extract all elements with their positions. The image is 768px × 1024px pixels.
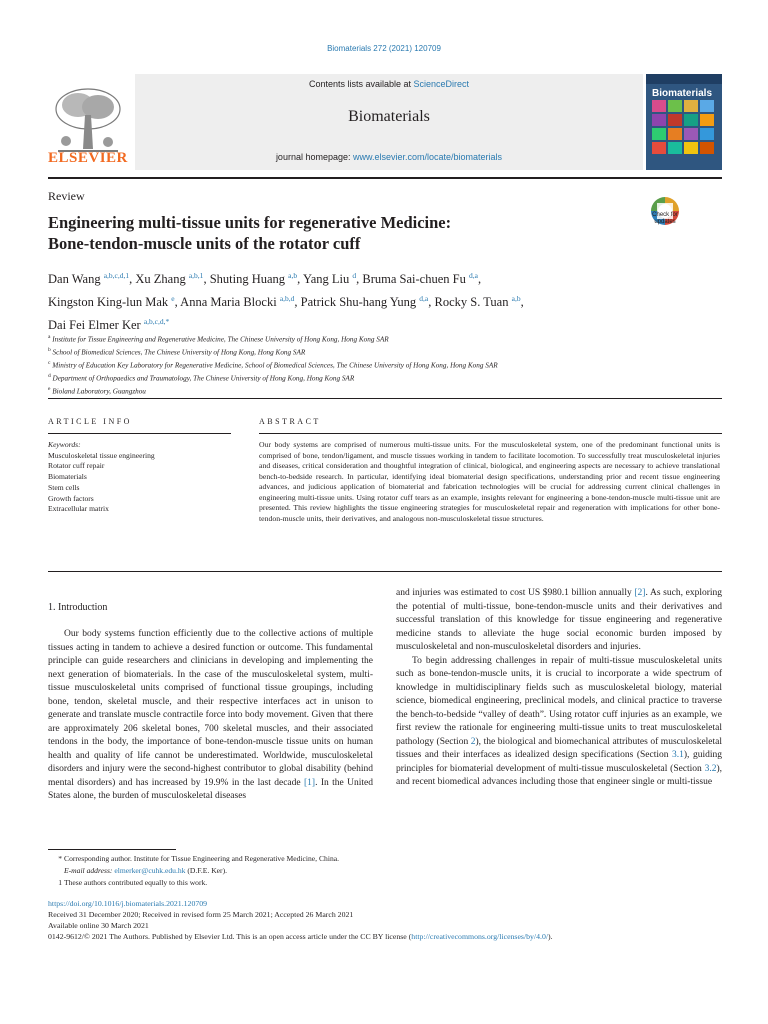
affiliation-item: [48, 345, 708, 358]
body-column-left: [48, 628, 373, 804]
author-affiliation-marks[interactable]: a,b,c,d,1: [103, 271, 130, 280]
title-line-1: Engineering multi-tissue units for regenerative Medicine:: [48, 213, 452, 232]
reference-link-2[interactable]: [2]: [634, 588, 646, 598]
article-info-heading: ARTICLE INFO: [48, 417, 132, 426]
license-prefix: 0142-9612/© 2021 The Authors. Published by Elsevier Ltd. This is an open access article under the CC BY license (: [48, 932, 412, 941]
reference-link-1[interactable]: [1]: [303, 777, 316, 788]
author-name[interactable]: Rocky S. Tuan: [434, 295, 509, 310]
doi-link[interactable]: https://doi.org/10.1016/j.biomaterials.2021.120709: [48, 899, 208, 908]
section-link-2[interactable]: 2: [470, 736, 476, 747]
author-name[interactable]: Anna Maria Blocki: [180, 295, 277, 310]
keyword-item: Biomaterials: [48, 472, 87, 482]
author-separator: ,: [520, 295, 524, 310]
keyword-item: Musculoskeletal tissue engineering: [48, 450, 155, 460]
journal-name: Biomaterials: [348, 108, 430, 125]
section-link-3-2[interactable]: 3.2: [704, 763, 717, 774]
affiliation-text: Ministry of Education Key Laboratory for Regenerative Medicine, School of Biomedical Sciences, The Chinese University of Hong Kong, Hong Kong SAR: [50, 361, 498, 370]
abstract-heading: ABSTRACT: [259, 417, 321, 426]
intro-p1-text: Our body systems function efficiently due to the collective actions of multiple tissues acting in tandem to achieve a desired function or outcome. This fundamental principle can guide researchers and clinicians in developing and implementing the next generation of biomaterials. In the case of the musculoskeletal system, multi-tissue musculoskeletal units comprised of functional tissue groupings, including bone, tendon, skeletal muscle, and their respective interfaces act in unison to generate and translate muscle contractile force into body movement. Given that there are approximately 206 skeletal bones, 700 skeletal muscles, and their associated tendons in the body, the importance of bone-tendon-muscle tissue units on human health and quality of life cannot be underestimated. Worldwide, musculoskeletal disorders and injury were the second-highest contributor to global disability (behind mental disorders) and has increased by 19.9% in the last decade: [48, 629, 373, 788]
affiliation-mark: a: [48, 334, 51, 340]
author-affiliation-marks[interactable]: d: [352, 271, 357, 280]
elsevier-wordmark: ELSEVIER: [48, 150, 128, 166]
intro-paragraph-1: [48, 628, 373, 804]
author[interactable]: [180, 295, 300, 309]
affiliation-item: [48, 332, 708, 345]
abstract-rule: [259, 433, 722, 434]
author-name[interactable]: Kingston King-lun Mak: [48, 295, 169, 310]
homepage-prefix: journal homepage:: [275, 152, 353, 162]
author-separator: ,: [294, 295, 301, 310]
footnotes: [48, 853, 722, 889]
introduction-heading: 1. Introduction: [48, 602, 108, 613]
author-affiliation-marks[interactable]: a,b: [288, 271, 298, 280]
email-label: E-mail address:: [64, 866, 115, 875]
license-link[interactable]: http://creativecommons.org/licenses/by/4.0/: [411, 932, 549, 941]
sciencedirect-link[interactable]: ScienceDirect: [413, 79, 470, 89]
section-link-3-1[interactable]: 3.1: [672, 750, 684, 760]
contents-line: [135, 79, 643, 89]
keyword-item: Stem cells: [48, 482, 80, 492]
author[interactable]: [435, 295, 524, 309]
affiliation-mark: d: [48, 372, 51, 379]
author[interactable]: [48, 318, 169, 332]
homepage-link[interactable]: www.elsevier.com/locate/biomaterials: [353, 152, 503, 162]
author-separator: ,: [477, 272, 482, 287]
author-affiliation-marks[interactable]: d,a: [419, 294, 429, 304]
body-column-right: [396, 587, 722, 790]
corresponding-author-note: [48, 853, 722, 865]
author-separator: ,: [356, 272, 363, 287]
equal-mark: 1: [58, 878, 62, 887]
keywords-block: [48, 440, 231, 515]
title-line-2: Bone-tendon-muscle units of the rotator cuff: [48, 234, 361, 253]
affiliation-mark: b: [48, 346, 51, 353]
author[interactable]: [48, 272, 135, 286]
check-for-updates-label[interactable]: Check for updates: [652, 212, 678, 225]
intro-p2-text-d: ), and recent biomedical advances including those that engineer single or multi-tissue: [396, 763, 722, 787]
available-online: Available online 30 March 2021: [48, 921, 149, 930]
intro-paragraph-2: [396, 655, 722, 790]
header-rule: [48, 177, 722, 179]
affiliation-text: Institute for Tissue Engineering and Regenerative Medicine, The Chinese University of Hong Kong, Hong Kong SAR: [50, 335, 389, 344]
author-separator: ,: [428, 295, 435, 310]
author-affiliation-marks[interactable]: d,a: [468, 271, 478, 280]
section-rule: [48, 398, 722, 399]
author-affiliation-marks[interactable]: a,b: [511, 294, 521, 304]
email-link[interactable]: elmerker@cuhk.edu.hk: [114, 866, 186, 875]
abstract-text: Our body systems are comprised of numerous multi-tissue units. For the musculoskeletal system, one of the predominant functional units is comprised of bone, tendon/ligament, and muscle tissues working in tandem to facilitate locomotion. To successfully treat musculoskeletal injuries and diseases, critical consideration and thoughtful integration of clinical, biological, and engineering aspects are necessary to achieve translational bench-to-bedside research. In particular, identifying ideal biomaterial design specifications, understanding prior and recent tissue engineering advances, and judicious application of biomaterial and fabrication technologies will be crucial for addressing current clinical challenges in engineering multi-tissue units. Using rotator cuff tears as an example, insights relevant for engineering a bone-tendon-muscle multi-tissue unit are presented. This review highlights the tissue engineering strategies for musculoskeletal repair and regeneration with implications for other bone-tendon-muscle units, their derivatives, and analogous non-musculoskeletal tissue structures.: [259, 440, 720, 523]
affiliation-mark: e: [48, 385, 51, 392]
received-dates: Received 31 December 2020; Received in revised form 25 March 2021; Accepted 26 March 2021: [48, 910, 354, 919]
intro-paragraph-1-cont: [396, 587, 722, 655]
author-name[interactable]: Patrick Shu-hang Yung: [300, 295, 417, 310]
keyword-item: Extracellular matrix: [48, 504, 109, 514]
license-line: [48, 931, 748, 942]
abstract-bottom-rule: [48, 571, 722, 572]
keywords-label: Keywords:: [48, 440, 81, 449]
corresponding-mark: *: [58, 854, 62, 863]
article-info-rule: [48, 433, 231, 434]
publication-info: [48, 898, 748, 942]
article-type: Review: [48, 189, 85, 203]
author-affiliation-marks[interactable]: a,b,c,d,*: [143, 317, 170, 327]
author-affiliation-marks[interactable]: e: [171, 294, 175, 304]
author-affiliation-marks[interactable]: a,b,d: [279, 294, 295, 304]
contents-prefix: Contents lists available at: [308, 79, 414, 89]
email-note: [48, 865, 722, 877]
author-name[interactable]: Yang Liu: [302, 272, 350, 287]
intro-p2-text-c: ), guiding principles for biomaterial development of multi-tissue musculoskeletal (Section: [396, 750, 722, 774]
keywords-list: [48, 451, 231, 515]
cover-title: Biomaterials: [652, 88, 713, 99]
intro-p2-text-b: ), the biological and biomechanical attributes of musculoskeletal tissues and their interfaces as idealized design specifications (Section: [396, 736, 723, 760]
affiliation-text: School of Biomedical Sciences, The Chinese University of Hong Kong, Hong Kong SAR: [50, 348, 306, 357]
affiliation-item: [48, 358, 708, 371]
affiliations-list: [48, 332, 708, 397]
intro-p1-cont-end: . As such, exploring the potential of multi-tissue, bone-tendon-muscle units and their derivatives and successful translation of this knowledge for tissue engineering and regenerative medicine stands to alleviate the huge social economic burden imposed by musculoskeletal and non-musculoskeletal disorders and injuries.: [396, 588, 723, 652]
equal-contribution-note: [48, 877, 722, 889]
affiliation-mark: c: [48, 359, 51, 366]
author-separator: ,: [174, 295, 181, 310]
author-name[interactable]: Dan Wang: [48, 272, 101, 287]
email-suffix: (D.F.E. Ker).: [185, 866, 228, 875]
author[interactable]: [362, 272, 481, 286]
author-list: [48, 266, 708, 335]
author-separator: ,: [129, 272, 136, 287]
intro-p1-cont-text: and injuries was estimated to cost US $980.1 billion annually: [396, 588, 635, 598]
author-affiliation-marks[interactable]: a,b,1: [188, 271, 204, 280]
article-title: [48, 212, 608, 254]
author-separator: ,: [203, 272, 210, 287]
author[interactable]: [301, 295, 435, 309]
author[interactable]: [135, 272, 209, 286]
affiliation-text: Department of Orthopaedics and Traumatology, The Chinese University of Hong Kong, Hong Kong SAR: [50, 374, 355, 383]
author-separator: ,: [297, 272, 303, 287]
author-name[interactable]: Dai Fei Elmer Ker: [48, 318, 141, 333]
footnote-rule: [48, 849, 176, 850]
author[interactable]: [210, 272, 303, 286]
affiliation-item: [48, 384, 708, 397]
affiliation-text: Bioland Laboratory, Guangzhou: [50, 387, 146, 396]
affiliation-item: [48, 371, 708, 384]
journal-reference-link[interactable]: Biomaterials 272 (2021) 120709: [327, 44, 441, 53]
corresponding-text: Corresponding author. Institute for Tissue Engineering and Regenerative Medicine, China.: [64, 854, 340, 863]
author-name[interactable]: Xu Zhang: [135, 272, 186, 287]
homepage-line: [135, 152, 643, 162]
author-name[interactable]: Shuting Huang: [209, 272, 286, 287]
intro-p2-text-a: To begin addressing challenges in repair of multi-tissue musculoskeletal units such as bone-tendon-muscle units, it is crucial to incorporate a wide spectrum of knowledge in multidisciplinary fields such as musculoskeletal biology, material science, biomedical engineering, preclinical models, and clinical practice to traverse the bench-to-bedside “valley of death”. Using rotator cuff injuries as an example, we first review the rationale for engineering multi-tissue units to treat musculoskeletal pathology (Section: [396, 655, 722, 747]
keyword-item: Rotator cuff repair: [48, 461, 105, 471]
author-name[interactable]: Bruma Sai-chuen Fu: [362, 272, 466, 287]
keyword-item: Growth factors: [48, 493, 94, 503]
equal-text: These authors contributed equally to this work.: [64, 878, 208, 887]
author[interactable]: [48, 295, 180, 309]
license-suffix: ).: [548, 932, 553, 941]
author[interactable]: [303, 272, 362, 286]
intro-p1-end: . In the United States alone, the burden of musculoskeletal diseases: [48, 777, 373, 801]
